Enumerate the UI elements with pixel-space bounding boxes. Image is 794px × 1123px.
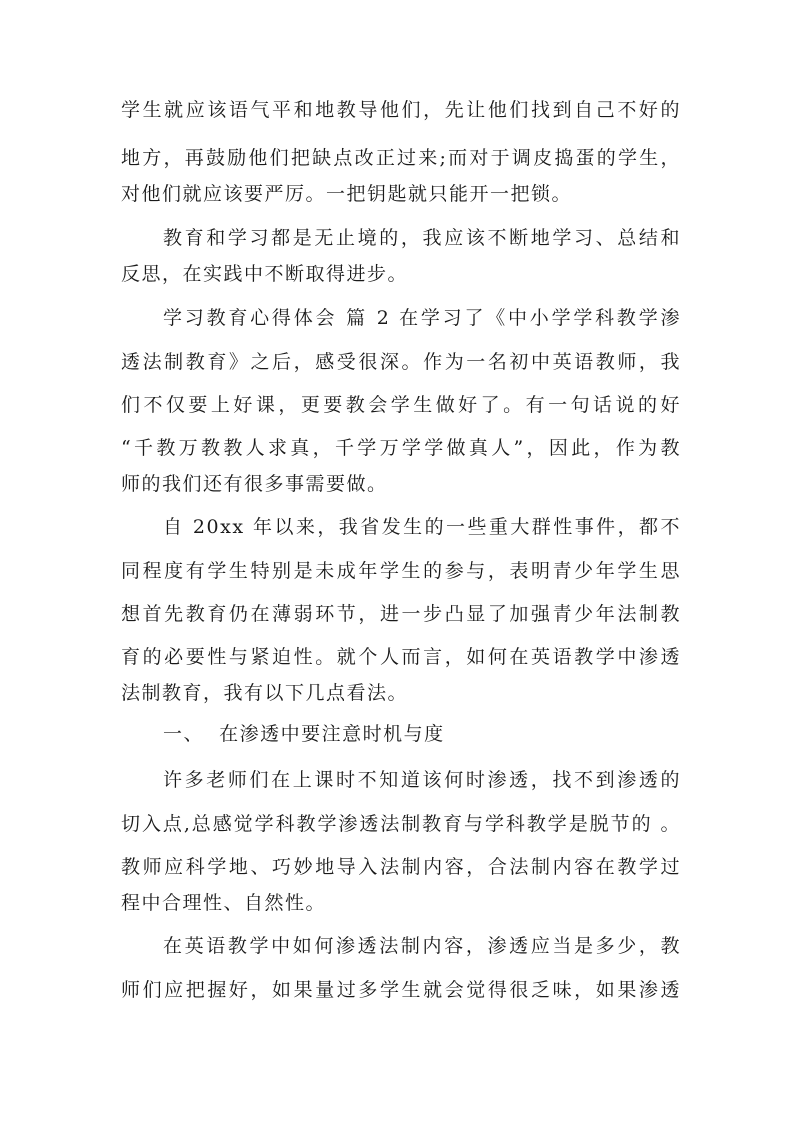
- paragraph-line: 学生就应该语气平和地教导他们，先让他们找到自己不好的: [121, 99, 681, 121]
- paragraph-line: 法制教育，我有以下几点看法。: [121, 682, 409, 704]
- section-heading: 一、 在渗透中要注意时机与度: [163, 723, 445, 745]
- paragraph-line: 在英语教学中如何渗透法制内容，渗透应当是多少，教: [163, 935, 681, 957]
- paragraph-line: 许多老师们在上课时不知道该何时渗透，找不到渗透的: [163, 769, 681, 791]
- paragraph-line: 自 20xx 年以来，我省发生的一些重大群性事件，都不: [163, 516, 681, 538]
- paragraph-line: 教师应科学地、巧妙地导入法制内容，合法制内容在教学过: [121, 856, 681, 878]
- paragraph-line: 透法制教育》之后，感受很深。作为一名初中英语教师，我: [121, 351, 681, 373]
- paragraph-line: 教育和学习都是无止境的，我应该不断地学习、总结和: [163, 227, 681, 249]
- paragraph-line: 同程度有学生特别是未成年学生的参与，表明青少年学生思: [121, 560, 681, 582]
- paragraph-line: 地方，再鼓励他们把缺点改正过来;而对于调皮捣蛋的学生，: [121, 147, 681, 169]
- paragraph-line: 程中合理性、自然性。: [121, 892, 327, 914]
- paragraph-line: 想首先教育仍在薄弱环节，进一步凸显了加强青少年法制教: [121, 603, 681, 625]
- paragraph-line: 师们应把握好，如果量过多学生就会觉得很乏味，如果渗透: [121, 979, 681, 1001]
- paragraph-line: 反思，在实践中不断取得进步。: [121, 263, 409, 285]
- paragraph-line: “千教万教教人求真，千学万学学做真人”，因此，作为教: [121, 437, 681, 459]
- paragraph-line: 对他们就应该要严厉。一把钥匙就只能开一把锁。: [121, 183, 573, 205]
- paragraph-line: 切入点,总感觉学科教学渗透法制教育与学科教学是脱节的 。: [121, 813, 681, 835]
- paragraph-line: 育的必要性与紧迫性。就个人而言，如何在英语教学中渗透: [121, 646, 681, 668]
- paragraph-line: 学习教育心得体会 篇 2 在学习了《中小学学科教学渗: [163, 307, 681, 329]
- paragraph-line: 师的我们还有很多事需要做。: [121, 473, 388, 495]
- paragraph-line: 们不仅要上好课，更要教会学生做好了。有一句话说的好: [121, 394, 681, 416]
